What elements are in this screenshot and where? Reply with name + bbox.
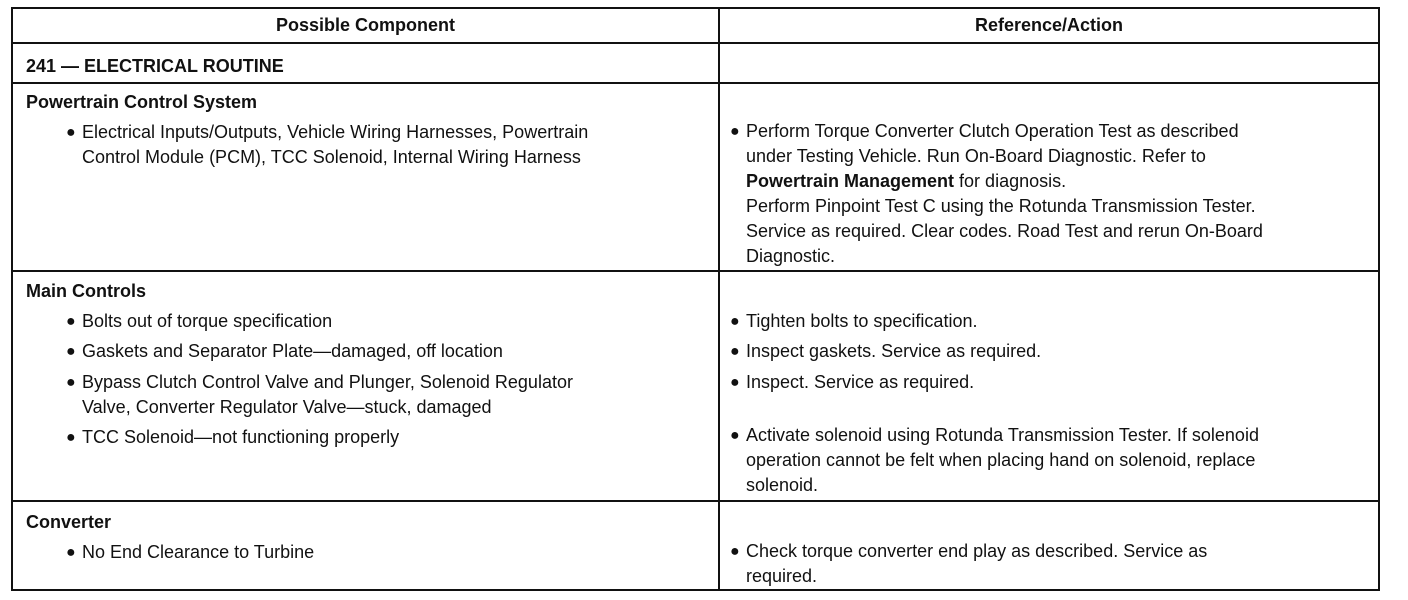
bullet-icon: ● bbox=[66, 313, 76, 330]
powertrain-component-item bbox=[66, 120, 589, 170]
action-line: Perform Pinpoint Test C using the Rotunda Transmission Tester. bbox=[746, 196, 1256, 216]
bullet-icon: ● bbox=[730, 313, 740, 330]
bullet-icon: ● bbox=[730, 343, 740, 360]
column-divider bbox=[718, 9, 720, 589]
main-action-item: ● Inspect gaskets. Service as required. bbox=[746, 339, 1041, 364]
converter-component-item: ● No End Clearance to Turbine bbox=[82, 540, 314, 565]
action-line: Diagnostic. bbox=[746, 246, 836, 266]
main-component-item: ● TCC Solenoid—not functioning properly bbox=[82, 425, 399, 450]
bullet-icon: ● bbox=[66, 374, 76, 391]
diagnosis-table bbox=[11, 7, 1380, 591]
powertrain-title: Powertrain Control System bbox=[26, 92, 258, 112]
action-line: Powertrain Management for diagnosis. bbox=[746, 171, 1067, 191]
bullet-icon: ● bbox=[66, 429, 76, 446]
main-action-item: ● Tighten bolts to specification. bbox=[746, 309, 977, 334]
powertrain-management-reference: Powertrain Management bbox=[746, 171, 955, 191]
bullet-icon: ● bbox=[730, 543, 740, 560]
component-line: Electrical Inputs/Outputs, Vehicle Wiring Harnesses, Powertrain bbox=[82, 122, 589, 142]
main-component-item: ● Gaskets and Separator Plate—damaged, off location bbox=[82, 339, 503, 364]
header-possible-component: Possible Component bbox=[275, 15, 455, 35]
action-line: Service as required. Clear codes. Road Test and rerun On-Board bbox=[746, 221, 1263, 241]
action-line: Perform Torque Converter Clutch Operation Test as described bbox=[746, 121, 1239, 141]
converter-title: Converter bbox=[26, 512, 112, 532]
header-reference-action: Reference/Action bbox=[974, 15, 1124, 35]
routine-title: 241 — ELECTRICAL ROUTINE bbox=[26, 56, 284, 76]
bullet-icon: ● bbox=[66, 544, 76, 561]
main-component-item: ● Bolts out of torque specification bbox=[82, 309, 332, 334]
row-divider-header bbox=[13, 42, 1378, 44]
powertrain-action-item bbox=[730, 119, 1263, 269]
main-controls-title: Main Controls bbox=[26, 281, 146, 301]
bullet-icon: ● bbox=[730, 123, 740, 140]
main-action-item: ● Inspect. Service as required. bbox=[746, 370, 974, 395]
main-component-item: ● Bypass Clutch Control Valve and Plunger, Solenoid Regulator Valve, Converter Regulator Valve—stuck, damaged bbox=[66, 372, 573, 417]
bullet-icon: ● bbox=[730, 374, 740, 391]
row-divider-main bbox=[13, 500, 1378, 502]
bullet-icon: ● bbox=[66, 343, 76, 360]
action-line: under Testing Vehicle. Run On-Board Diagnostic. Refer to bbox=[746, 146, 1206, 166]
converter-action-item: ● Check torque converter end play as described. Service as required. bbox=[730, 541, 1208, 586]
bullet-icon: ● bbox=[66, 124, 76, 141]
bullet-icon: ● bbox=[730, 427, 740, 444]
component-line: Control Module (PCM), TCC Solenoid, Internal Wiring Harness bbox=[82, 147, 581, 167]
row-divider-powertrain bbox=[13, 270, 1378, 272]
main-action-item: ● Activate solenoid using Rotunda Transmission Tester. If solenoid operation cannot be felt when placing hand on solenoid, replace solenoid. bbox=[730, 425, 1259, 495]
row-divider-routine bbox=[13, 82, 1378, 84]
